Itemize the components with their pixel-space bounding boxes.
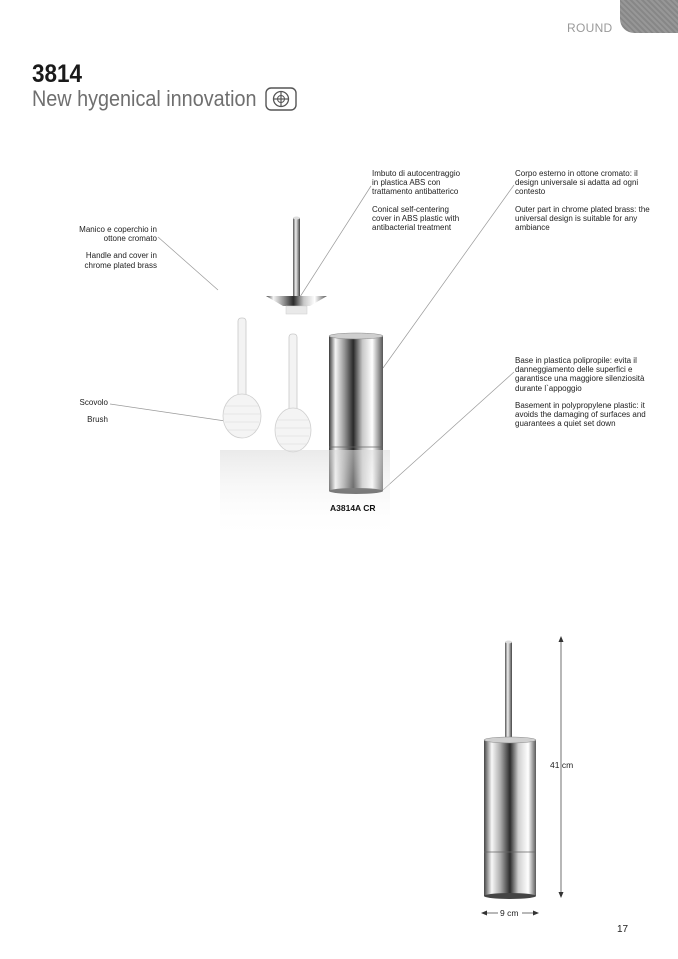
exploded-product-illustration (210, 210, 400, 540)
assembled-product-illustration (470, 630, 580, 925)
funnel-text-it: Imbuto di autocentraggio in plastica ABS con trattamento antibatterico (372, 169, 461, 197)
funnel-cover (266, 296, 327, 306)
product-code: A3814A CR (330, 503, 376, 513)
page-subtitle: New hygenical innovation (32, 86, 257, 111)
brush-text-en: Brush (87, 415, 108, 425)
brush-2 (275, 334, 311, 452)
base-text-it: Base in plastica polipropile: evita il danneggiamento delle superfici e garantisce una maggiore silenziosità durante l`appoggio (515, 356, 645, 393)
handle-rod (293, 218, 300, 296)
model-number: 3814 (32, 60, 83, 88)
body-text-it: Corpo esterno in ottone cromato: il design universale si adatta ad ogni contesto (515, 169, 639, 197)
handle-text-en: Handle and cover in chrome plated brass (84, 251, 157, 270)
funnel-text-en: Conical self-centering cover in ABS plastic with antibacterial treatment (372, 204, 460, 233)
floor-reflection (220, 450, 390, 540)
body-text-en: Outer part in chrome plated brass: the universal design is suitable for any ambiance (515, 204, 650, 233)
page-number: 17 (617, 924, 629, 935)
brush-1 (223, 318, 261, 438)
width-dimension-label: 9 cm (500, 908, 519, 918)
height-dimension-label: 41 cm (550, 760, 574, 770)
collection-label: ROUND (567, 21, 613, 35)
brush-text-it: Scovolo (79, 398, 108, 407)
base-text-en: Basement in polypropylene plastic: it avoids the damaging of surfaces and guarantees a quiet set down (515, 400, 646, 429)
handle-text-it: Manico e coperchio in ottone cromato (79, 225, 157, 244)
